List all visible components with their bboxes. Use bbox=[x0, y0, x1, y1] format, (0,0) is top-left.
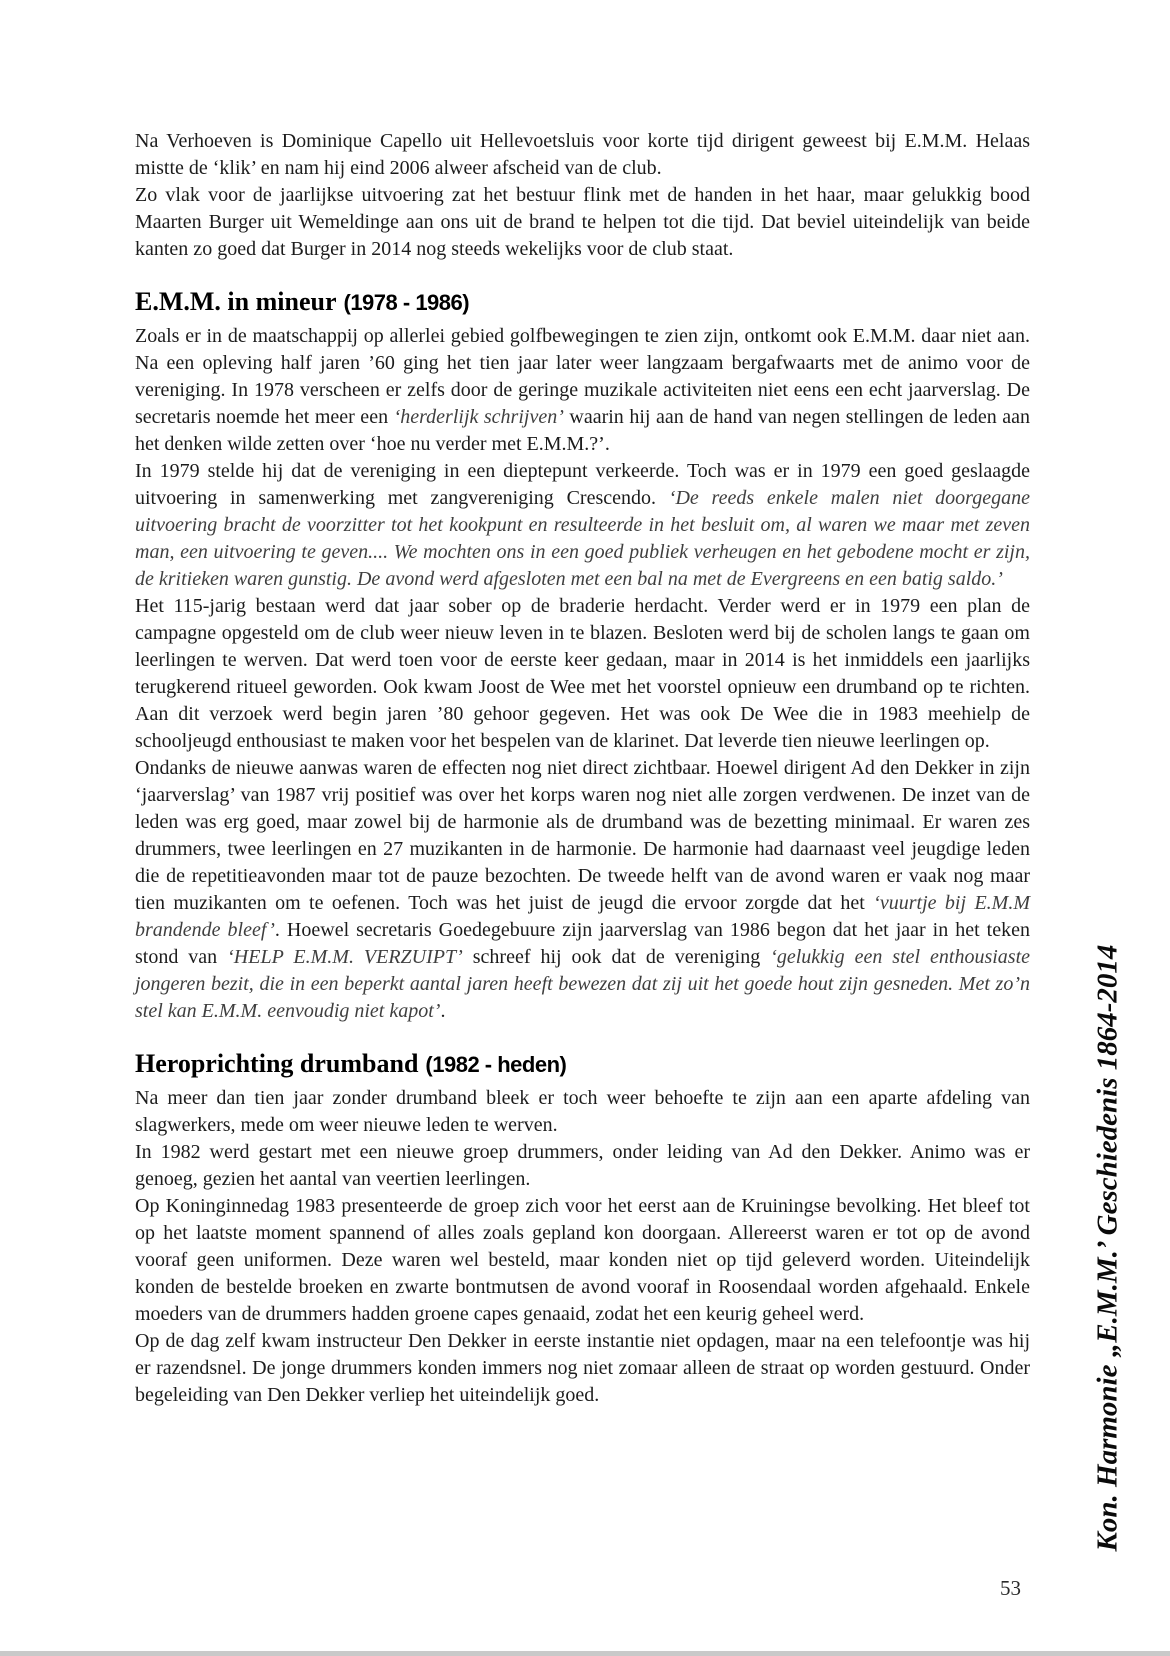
paragraph: Het 115-jarig bestaan werd dat jaar sober op de braderie herdacht. Verder werd er in 1979 een plan de campagne opgesteld om de club weer nieuw leven in te blazen. Besloten werd bij de scholen langs te gaan om leerlingen te werven. Dat werd toen voor de eerste keer gedaan, maar in 2014 is het inmiddels een jaarlijks terugkerend ritueel geworden. Ook kwam Joost de Wee met het voorstel opnieuw een drumband op te richten. Aan dit verzoek werd begin jaren ’80 gehoor gegeven. Het was ook De Wee die in 1983 meehielp de schooljeugd enthousiast te maken voor het bespelen van de klarinet. Dat leverde tien nieuwe leerlingen op. bbox=[135, 595, 1030, 752]
section-heading-emm-in-mineur bbox=[135, 287, 1030, 318]
paragraph bbox=[135, 755, 1030, 1025]
paragraph: Zo vlak voor de jaarlijkse uitvoering zat het bestuur flink met de handen in het haar, maar gelukkig bood Maarten Burger uit Wemeldinge aan ons uit de brand te helpen tot die tijd. Dat beviel uiteindelijk van beide kanten zo goed dat Burger in 2014 nog steeds wekelijks voor de club staat. bbox=[135, 184, 1030, 260]
text-run: . Hoewel secretaris Goedegebuure zijn jaarverslag van 1986 begon dat het jaar in het teken stond van bbox=[135, 919, 1030, 968]
page-bottom-edge bbox=[0, 1651, 1170, 1656]
quote-italic: ‘De reeds enkele malen niet doorgegane uitvoering bracht de voorzitter tot het kookpunt en resulteerde in het besluit om, al waren we maar met zeven man, een uitvoering te geven.... We mochten ons in een goed publiek verheugen en het gebodene mocht er zijn, de kritieken waren gunstig. De avond werd afgesloten met een bal na met de Evergreens en een batig saldo.’ bbox=[135, 487, 1030, 590]
paragraph: Na meer dan tien jaar zonder drumband bleek er toch weer behoefte te zijn aan een aparte afdeling van slagwerkers, mede om weer nieuwe leden te werven. bbox=[135, 1087, 1030, 1136]
paragraph bbox=[135, 323, 1030, 458]
quote-italic: ‘vuurtje bij E.M.M brandende bleef’ bbox=[135, 892, 1030, 941]
section-title: E.M.M. in mineur bbox=[135, 287, 337, 316]
text-column bbox=[135, 128, 1030, 1409]
quote-italic: ‘HELP E.M.M. VERZUIPT’ bbox=[227, 946, 463, 968]
text-run: Ondanks de nieuwe aanwas waren de effecten nog niet direct zichtbaar. Hoewel dirigent Ad den Dekker in zijn ‘jaarverslag’ van 1987 vrij positief was over het korps waren nog niet alle zorgen verdwenen. De inzet van de leden was erg goed, maar zowel bij de harmonie als de drumband was de bezetting minimaal. Er waren zes drummers, twee leerlingen en 27 muzikanten in de harmonie. De harmonie had daarnaast veel jeugdige leden die de repetitieavonden maar tot de pauze bezochten. De tweede helft van de avond waren er vaak nog maar tien muzikanten om te oefenen. Toch was het juist de jeugd die ervoor zorgde dat het bbox=[135, 757, 1030, 914]
text-run: waarin hij aan de hand van negen stellingen de leden aan het denken wilde zetten over ‘hoe nu verder met E.M.M.?’. bbox=[135, 406, 1030, 455]
section-title: Heroprichting drumband bbox=[135, 1049, 419, 1078]
paragraph: Na Verhoeven is Dominique Capello uit Hellevoetsluis voor korte tijd dirigent geweest bij E.M.M. Helaas mistte de ‘klik’ en nam hij eind 2006 alweer afscheid van de club. bbox=[135, 130, 1030, 179]
paragraph bbox=[135, 458, 1030, 593]
section-period: (1982 - heden) bbox=[425, 1052, 567, 1077]
quote-italic: ‘gelukkig een stel enthousiaste jongeren bezit, die in een beperkt aantal jaren heeft bewezen dat zij uit het goede hout zijn gesneden. Met zo’n stel kan E.M.M. eenvoudig niet kapot’ bbox=[135, 946, 1031, 1022]
page-number: 53 bbox=[1000, 1576, 1021, 1600]
text-run: . bbox=[440, 1000, 446, 1022]
quote-italic: ‘herderlijk schrijven’ bbox=[393, 406, 564, 428]
text-run: schreef hij ook dat de vereniging bbox=[462, 946, 771, 968]
section-heading-heroprichting-drumband bbox=[135, 1049, 1030, 1080]
paragraph: In 1982 werd gestart met een nieuwe groep drummers, onder leiding van Ad den Dekker. Animo was er genoeg, gezien het aantal van veertien leerlingen. bbox=[135, 1141, 1030, 1190]
paragraph: Op de dag zelf kwam instructeur Den Dekker in eerste instantie niet opdagen, maar na een telefoontje was hij er razendsnel. De jonge drummers konden immers nog niet zomaar alleen de straat op worden gestuurd. Onder begeleiding van Den Dekker verliep het uiteindelijk goed. bbox=[135, 1330, 1030, 1406]
text-run: Zoals er in de maatschappij op allerlei gebied golfbewegingen te zien zijn, ontkomt ook E.M.M. daar niet aan. Na een opleving half jaren ’60 ging het tien jaar later weer langzaam bergafwaarts met de animo voor de vereniging. In 1978 verscheen er zelfs door de geringe muzikale activiteiten niet eens een echt jaarverslag. De secretaris noemde het meer een bbox=[135, 325, 1030, 428]
paragraph: Op Koninginnedag 1983 presenteerde de groep zich voor het eerst aan de Kruiningse bevolking. Het bleef tot op het laatste moment spannend of alles zoals gepland kon doorgaan. Allereerst waren er tot op de avond vooraf geen uniformen. Deze waren wel besteld, maar konden niet op tijd geleverd worden. Uiteindelijk konden de bestelde broeken en zwarte bontmutsen de avond vooraf in Roosendaal worden afgehaald. Enkele moeders van de drummers hadden groene capes genaaid, zodat het een keurig geheel werd. bbox=[135, 1195, 1030, 1325]
spine-vertical-title: Kon. Harmonie „E.M.M.’ Geschiedenis 1864-2014 bbox=[1091, 944, 1124, 1552]
section-period: (1978 - 1986) bbox=[343, 290, 470, 315]
text-run: In 1979 stelde hij dat de vereniging in een dieptepunt verkeerde. Toch was er in 1979 een goed geslaagde uitvoering in samenwerking met zangvereniging Crescendo. bbox=[135, 460, 1030, 509]
